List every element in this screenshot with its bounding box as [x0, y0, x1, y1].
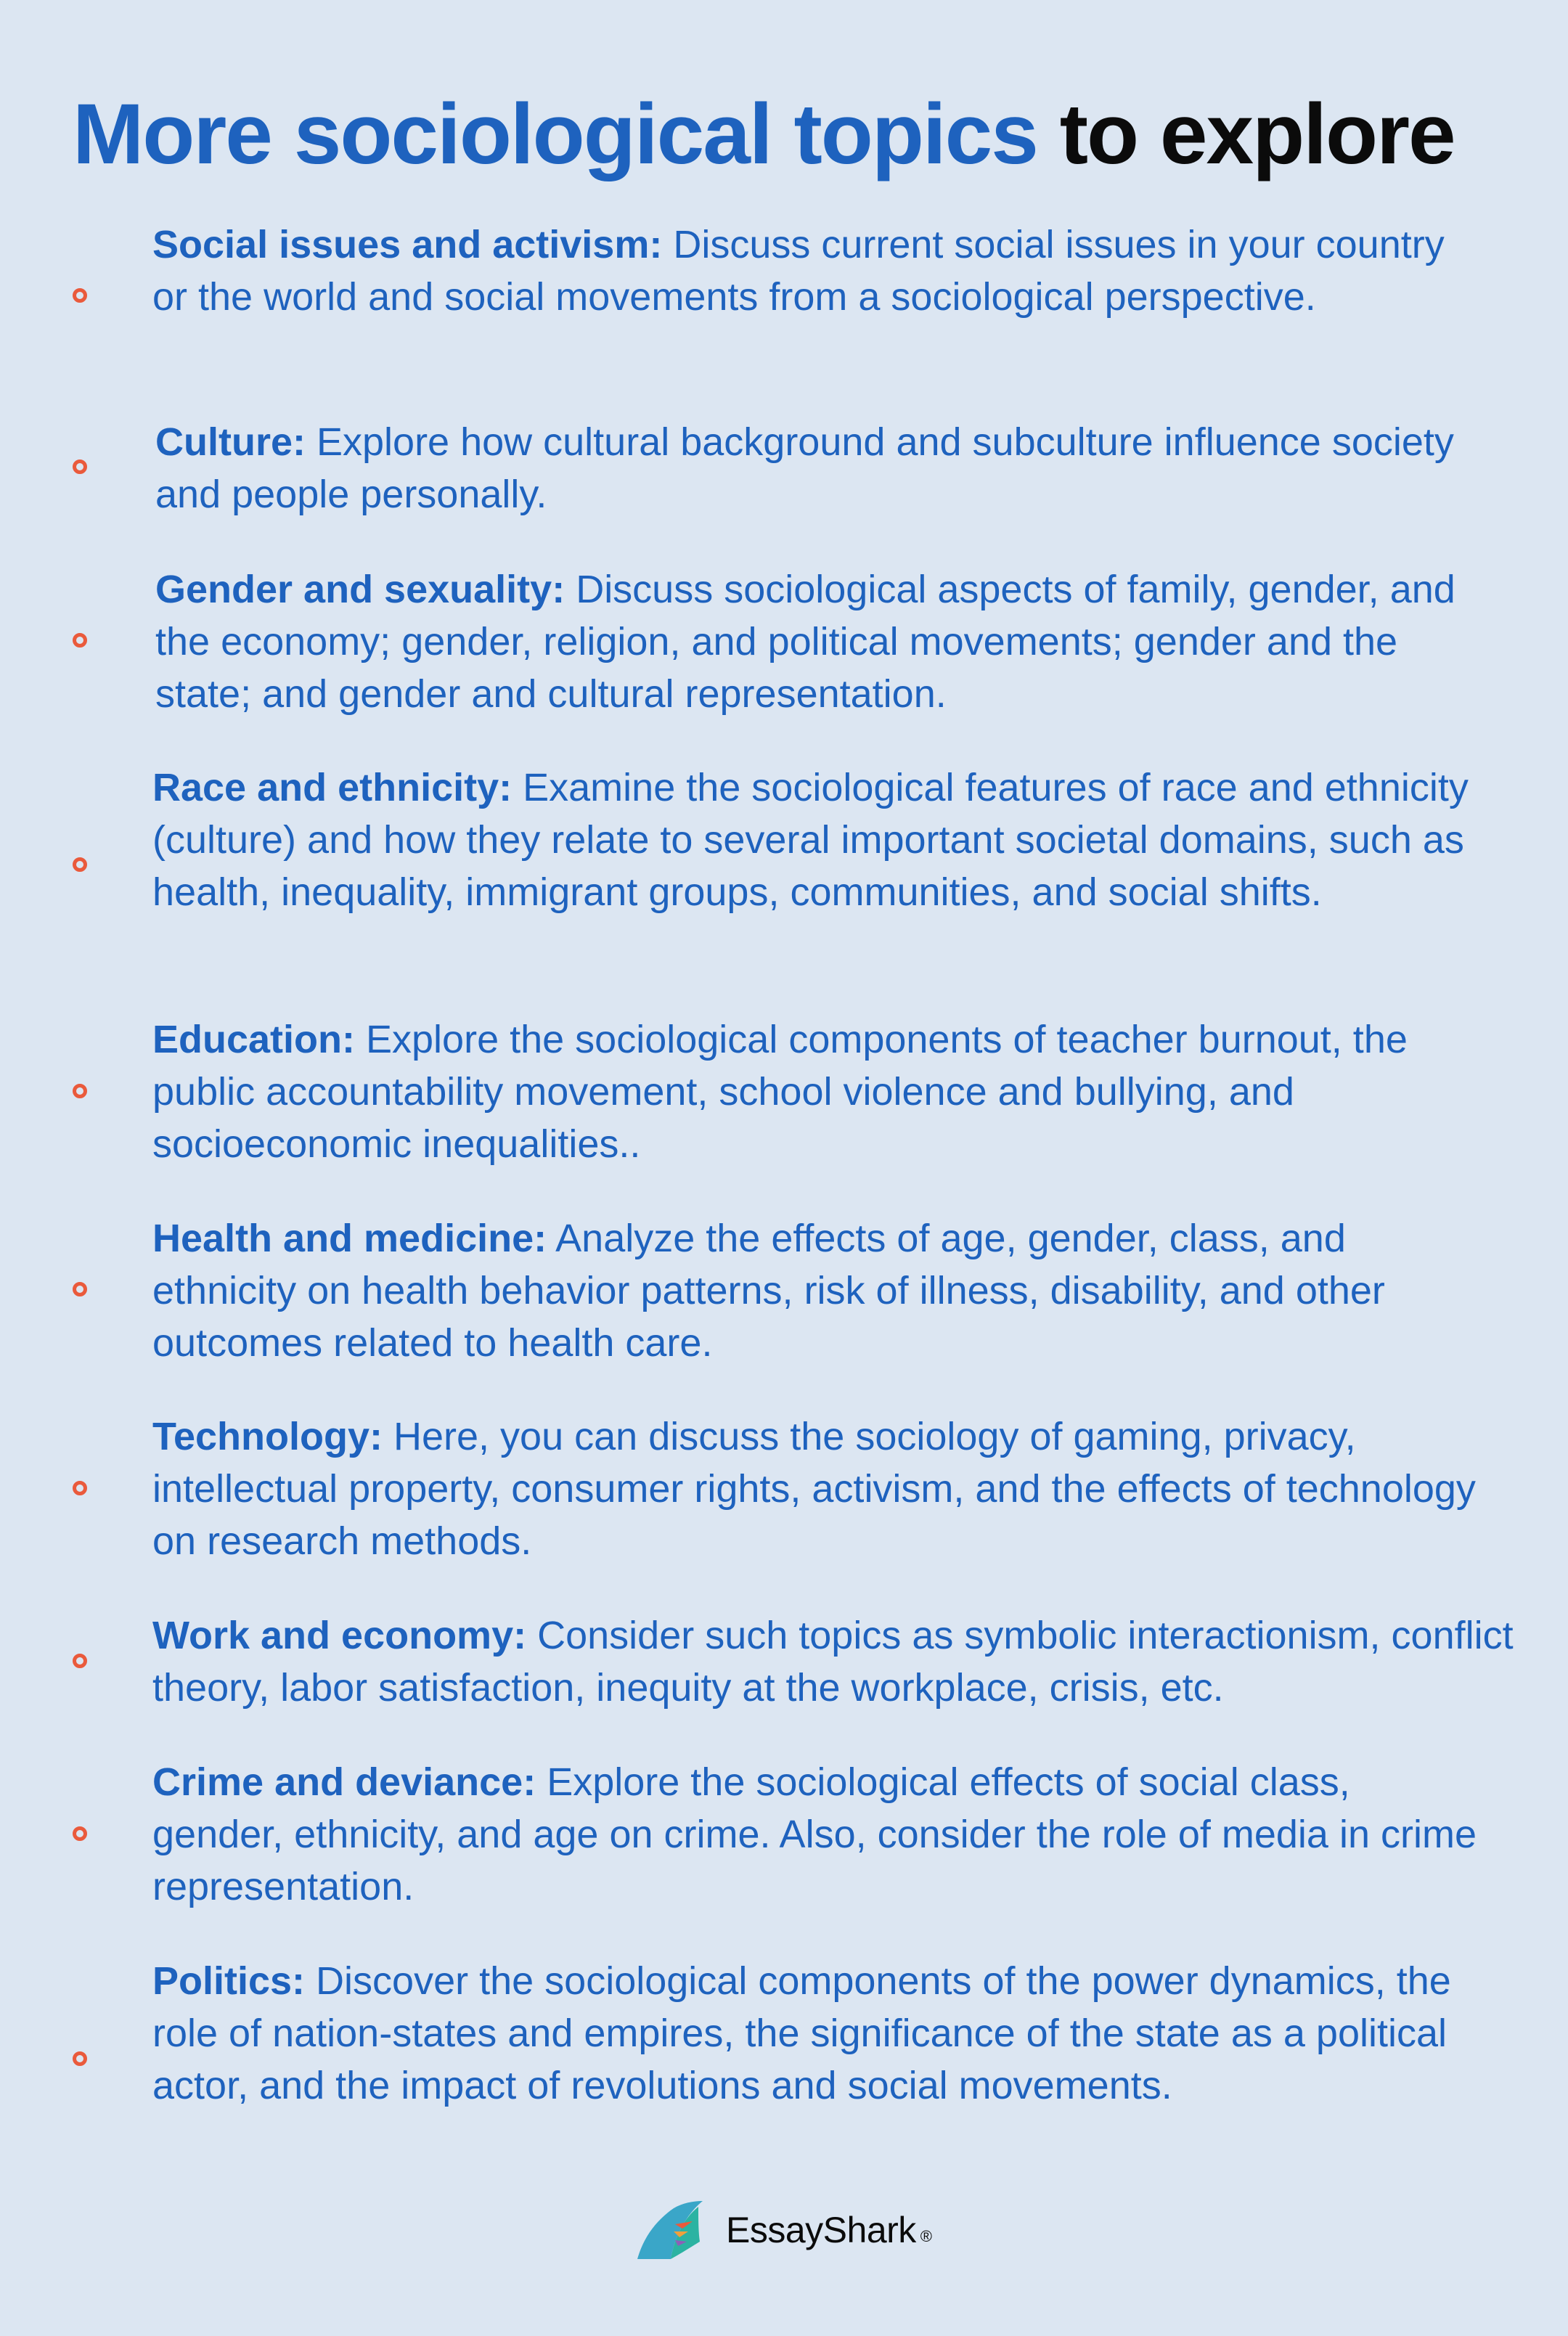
- bullet-circle-icon: [73, 857, 87, 872]
- shark-fin-icon: [637, 2200, 713, 2261]
- topic-text: [152, 219, 1488, 323]
- topic-description: Discuss sociological aspects of family, gender, and the economy; gender, religion, and political movements; gender and the state; and gender and cultural representation.: [155, 568, 1455, 716]
- topic-heading: Gender and sexuality:: [155, 568, 565, 611]
- title-highlight: More sociological topics: [73, 86, 1037, 182]
- topic-text: [152, 1013, 1488, 1170]
- topic-text: [152, 1756, 1488, 1913]
- topic-heading: Race and ethnicity:: [152, 766, 513, 809]
- topic-description: Examine the sociological features of race and ethnicity (culture) and how they relate to several important societal domains, such as health, inequality, immigrant groups, communities, and social shifts.: [152, 766, 1469, 914]
- topic-description: Explore the sociological effects of social class, gender, ethnicity, and age on crime. Also, consider the role of media in crime representation.: [152, 1760, 1477, 1908]
- topic-text: [155, 563, 1488, 720]
- topic-description: Explore how cultural background and subculture influence society and people personally.: [155, 420, 1454, 516]
- topic-text: [152, 761, 1488, 918]
- bullet-circle-icon: [73, 1826, 87, 1841]
- topic-description: Discuss current social issues in your country or the world and social movements from a sociological perspective.: [152, 223, 1445, 319]
- topic-description: Analyze the effects of age, gender, class, and ethnicity on health behavior patterns, risk of illness, disability, and other outcomes related to health care.: [152, 1217, 1385, 1365]
- topic-heading: Technology:: [152, 1415, 383, 1458]
- bullet-circle-icon: [73, 1481, 87, 1495]
- topic-heading: Politics:: [152, 1959, 306, 2003]
- topic-description: Explore the sociological components of teacher burnout, the public accountability movement, school violence and bullying, and socioeconomic inequalities..: [152, 1018, 1408, 1166]
- topic-heading: Social issues and activism:: [152, 223, 663, 266]
- bullet-circle-icon: [73, 2051, 87, 2066]
- topic-text: [152, 1212, 1488, 1369]
- topic-text: [155, 416, 1488, 520]
- topic-text: [152, 1955, 1488, 2112]
- topic-text: [152, 1410, 1488, 1567]
- topic-description: Discover the sociological components of the power dynamics, the role of nation-states and empires, the significance of the state as a political actor, and the impact of revolutions and social movements.: [152, 1959, 1451, 2107]
- topic-heading: Crime and deviance:: [152, 1760, 536, 1804]
- topic-heading: Work and economy:: [152, 1614, 527, 1657]
- title-rest: to explore: [1037, 86, 1455, 182]
- topic-heading: Culture:: [155, 420, 306, 464]
- topic-description: Consider such topics as symbolic interactionism, conflict theory, labor satisfaction, inequity at the workplace, crisis, etc.: [152, 1614, 1514, 1710]
- brand-logo: [637, 2200, 932, 2261]
- bullet-circle-icon: [73, 1084, 87, 1098]
- bullet-circle-icon: [73, 1654, 87, 1668]
- brand-name: EssayShark: [726, 2210, 916, 2250]
- topic-description: Here, you can discuss the sociology of gaming, privacy, intellectual property, consumer rights, activism, and the effects of technology on research methods.: [152, 1415, 1476, 1563]
- bullet-circle-icon: [73, 288, 87, 303]
- topic-heading: Education:: [152, 1018, 355, 1061]
- registered-mark: ®: [920, 2227, 932, 2245]
- topic-heading: Health and medicine:: [152, 1217, 547, 1260]
- bullet-circle-icon: [73, 1282, 87, 1296]
- bullet-circle-icon: [73, 633, 87, 648]
- topic-text: [152, 1609, 1517, 1714]
- bullet-circle-icon: [73, 460, 87, 474]
